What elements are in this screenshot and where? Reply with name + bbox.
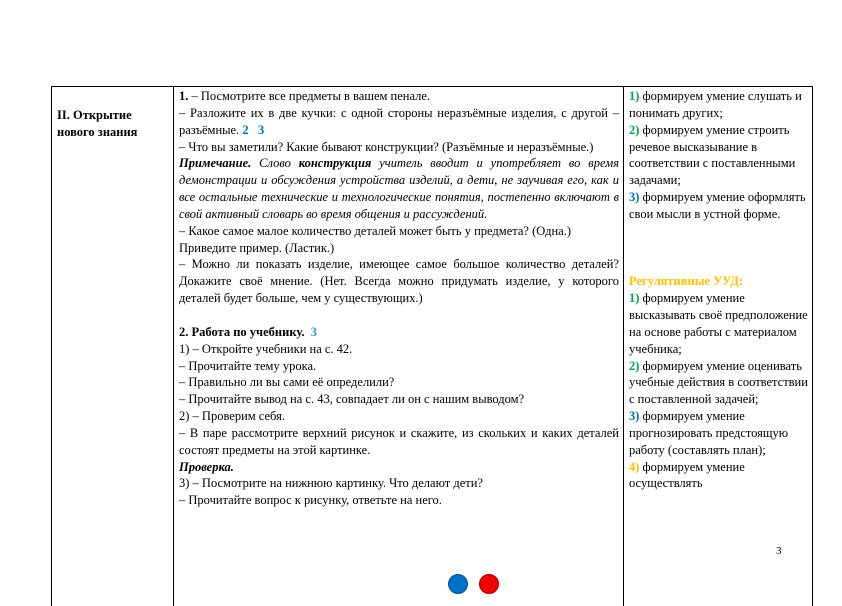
uud-reg-4: 4) формируем умение осуществлять xyxy=(629,459,745,491)
section-2-line-5: 2) – Проверим себя. xyxy=(179,409,285,424)
section-1-line-2 xyxy=(179,105,619,139)
section-2-line-6: – В паре рассмотрите верхний рисунок и скажите, из скольких и каких деталей состоят предметы на этой картинке. xyxy=(179,425,619,457)
section-2-title-b: по учебнику. xyxy=(230,324,305,339)
uud-reg-1: 1) формируем умение высказывать своё предположение на основе работы с материалом учебника; xyxy=(629,291,808,356)
next-slide-icon[interactable] xyxy=(479,574,499,594)
slide-ref-2: 2 xyxy=(242,122,249,137)
section-1-line-4: – Какое самое малое количество деталей может быть у предмета? (Одна.) Приведите пример. (Ластик.) xyxy=(179,223,571,255)
regulative-uud-title: Регулятивные УУД: xyxy=(629,274,743,289)
section-1-line-1: – Посмотрите все предметы в вашем пенале. xyxy=(188,89,431,103)
section-2-line-3: – Правильно ли вы сами её определили? xyxy=(179,375,395,390)
note-word-plain: Слово xyxy=(251,156,299,171)
note-paragraph xyxy=(179,155,619,222)
section-1-line-5: – Можно ли показать изделие, имеющее самое большое количество деталей? Докажите своё мнение. (Нет. Всегда можно придумать изделие, у которого деталей будет больше, чем у существующих.) xyxy=(179,257,619,306)
section-2-title-a: 2. Работа xyxy=(179,324,231,339)
note-text: учитель вводит и употребляет во время демонстрации и обсуждения устройства изделий, а дети, не заучивая его, как и все остальные технические и технологические понятия, постепенно включают в свой активный словарь во время общения и рассуждений. xyxy=(179,156,619,221)
lesson-content xyxy=(179,88,619,509)
uud-reg-2: 2) формируем умение оценивать учебные действия в соответствии с поставленной задачей; xyxy=(629,358,808,407)
uud-comm-1: 1) формируем умение слушать и понимать других; xyxy=(629,89,802,120)
section-1-line-3: – Что вы заметили? Какие бывают конструкции? (Разъёмные и неразъёмные.) xyxy=(179,139,594,154)
uud-column xyxy=(629,88,809,492)
stage-title: II. Открытие нового знания xyxy=(57,108,138,139)
prev-slide-icon[interactable] xyxy=(448,574,468,594)
section-1-line-2-text: – Разложите их в две кучки: с одной стороны неразъёмные изделия, с другой – разъёмные. xyxy=(179,105,619,137)
uud-comm-2: 2) формируем умение строить речевое высказывание в соответствии с поставленными задачами; xyxy=(629,122,796,188)
slide-ref-s2: 3 xyxy=(310,324,317,339)
section-2-line-7: 3) – Посмотрите на нижнюю картинку. Что делают дети? xyxy=(179,476,483,491)
section-2-line-4: – Прочитайте вывод на с. 43, совпадает ли он с нашим выводом? xyxy=(179,392,525,407)
section-2-line-2: – Прочитайте тему урока. xyxy=(179,358,317,373)
column-divider-2 xyxy=(623,86,624,606)
note-label: Примечание. xyxy=(179,156,252,171)
uud-reg-3: 3) формируем умение прогнозировать предстоящую работу (составлять план); xyxy=(629,409,789,457)
note-word: конструкция xyxy=(298,156,372,171)
check-label: Проверка. xyxy=(179,459,234,474)
column-divider-1 xyxy=(173,86,174,606)
slide-ref-3: 3 xyxy=(257,122,265,137)
uud-comm-3: 3) формируем умение оформлять свои мысли в устной форме. xyxy=(629,190,806,221)
section-2-line-1: 1) – Откройте учебники на с. 42. xyxy=(179,341,353,356)
page-number: 3 xyxy=(776,545,782,557)
section-1-intro xyxy=(179,88,619,105)
section-1-number: 1. xyxy=(179,89,189,103)
section-2-title xyxy=(179,324,619,341)
section-2-line-8: – Прочитайте вопрос к рисунку, ответьте на него. xyxy=(179,493,442,508)
